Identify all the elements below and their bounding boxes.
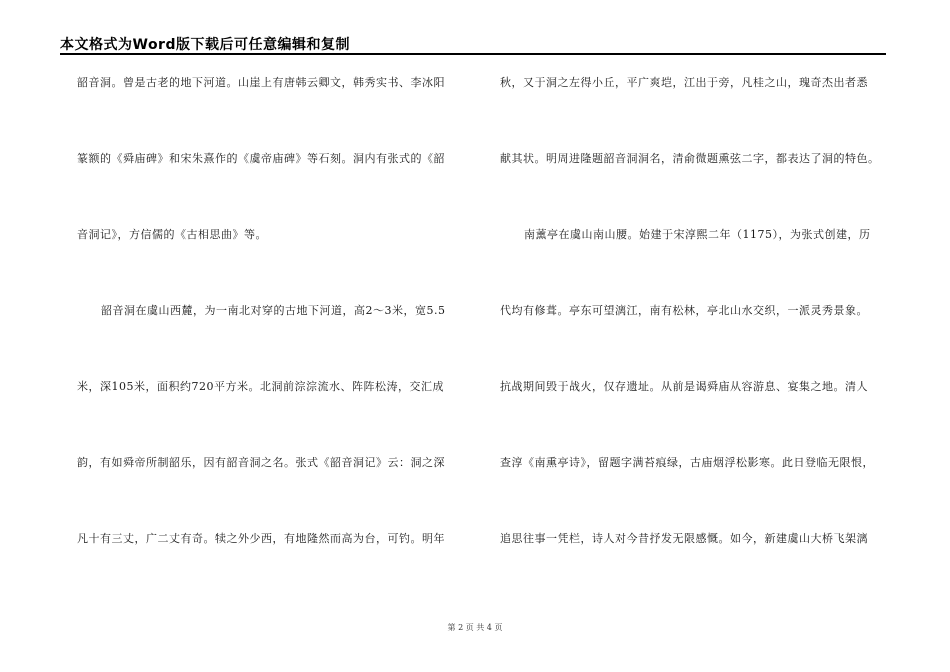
right-line-1: 秋，又于洞之左得小丘，平广爽垲，江出于旁，凡桂之山，瑰奇杰出者悉 xyxy=(500,76,868,89)
right-line-7: 追思往事一凭栏，诗人对今昔抒发无限感慨。如今，新建虞山大桥飞架漓 xyxy=(500,532,868,545)
left-line-2: 篆额的《舜庙碑》和宋朱熹作的《虞帝庙碑》等石刻。洞内有张式的《韶 xyxy=(77,152,445,165)
right-line-3: 南薰亭在虞山南山腰。始建于宋淳熙二年（1175），为张式创建，历 xyxy=(524,228,871,241)
left-line-7: 凡十有三丈，广二丈有奇。犊之外少西，有地隆然而高为台，可钓。明年 xyxy=(77,532,445,545)
page-number-footer: 第 2 页 共 4 页 xyxy=(447,623,503,632)
left-line-6: 韵，有如舜帝所制韶乐，因有韶音洞之名。张式《韶音洞记》云：洞之深 xyxy=(77,456,445,469)
left-line-3: 音洞记》，方信儒的《古相思曲》等。 xyxy=(77,228,267,241)
right-line-5: 抗战期间毁于战火，仅存遗址。从前是谒舜庙从容游息、宴集之地。清人 xyxy=(500,380,868,393)
right-line-2: 献其状。明周进隆题韶音洞洞名，清俞微题熏弦二字，都表达了洞的特色。 xyxy=(500,152,880,165)
left-line-5: 米，深105米，面积约720平方米。北洞前淙淙流水、阵阵松涛，交汇成 xyxy=(77,380,444,393)
header-divider xyxy=(60,53,886,55)
left-line-4: 韶音洞在虞山西麓，为一南北对穿的古地下河道，高2～3米，宽5.5 xyxy=(101,304,446,317)
right-line-4: 代均有修葺。亭东可望漓江，南有松林，亭北山水交织，一派灵秀景象。 xyxy=(500,304,868,317)
document-header-title: 本文格式为Word版下载后可任意编辑和复制 xyxy=(60,37,350,53)
right-line-6: 查淳《南熏亭诗》，留题字满苔痕绿，古庙烟浮松影寒。此日登临无限恨， xyxy=(500,456,874,469)
left-line-1: 韶音洞。曾是古老的地下河道。山崖上有唐韩云卿文，韩秀实书、李冰阳 xyxy=(77,76,445,89)
